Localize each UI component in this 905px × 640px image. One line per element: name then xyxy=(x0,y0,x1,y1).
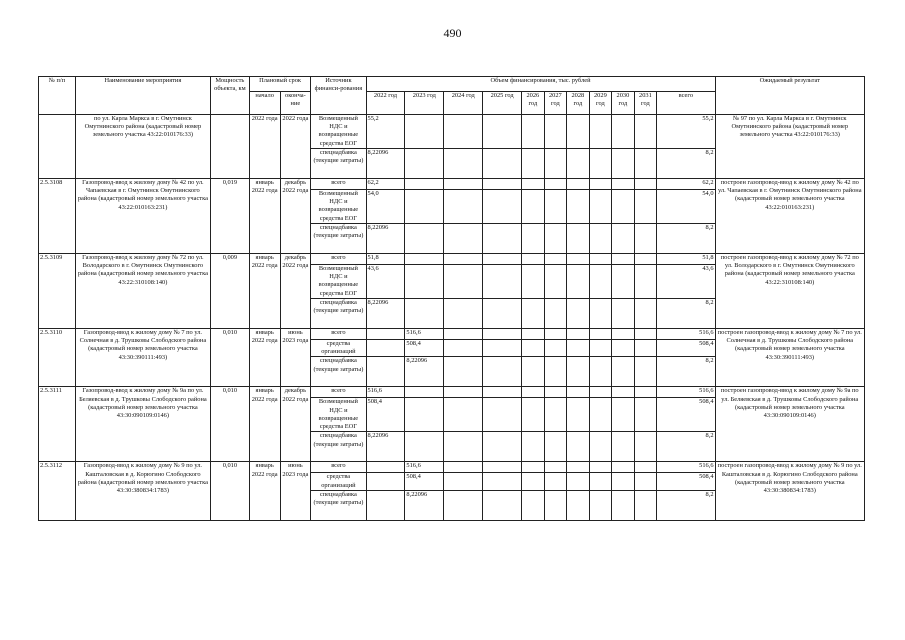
funding-value xyxy=(589,398,612,432)
funding-value: 43,6 xyxy=(657,265,715,299)
funding-value xyxy=(612,115,635,149)
funding-value xyxy=(444,387,483,398)
measure-start: январь 2022 года xyxy=(249,179,280,254)
header-num: № п/п xyxy=(39,77,76,115)
funding-value xyxy=(405,179,444,190)
funding-value xyxy=(483,357,522,387)
table-row xyxy=(39,115,865,149)
funding-value: 516,6 xyxy=(657,329,715,340)
funding-value xyxy=(612,179,635,190)
funding-value xyxy=(483,340,522,357)
funding-value xyxy=(612,340,635,357)
funding-value xyxy=(634,490,657,520)
measure-start: январь 2022 года xyxy=(249,387,280,462)
funding-value xyxy=(567,115,590,149)
funding-value: 516,6 xyxy=(405,329,444,340)
funding-value: 8,2 xyxy=(657,432,715,462)
funding-value xyxy=(405,265,444,299)
measure-end: декабрь 2022 года xyxy=(280,387,311,462)
funding-value xyxy=(444,340,483,357)
funding-value xyxy=(567,179,590,190)
measure-number: 2.5.3111 xyxy=(39,387,76,462)
funding-value xyxy=(567,490,590,520)
funding-value: 8,2 xyxy=(657,224,715,254)
funding-value xyxy=(544,329,567,340)
funding-value xyxy=(589,115,612,149)
measure-start: 2022 года xyxy=(249,115,280,179)
funding-value xyxy=(522,340,545,357)
measure-start: январь 2022 года xyxy=(249,254,280,329)
header-year: 2024 год xyxy=(444,92,483,115)
funding-source: спецнадбавка (текущие затраты) xyxy=(311,357,366,387)
header-capacity: Мощность объекта, км xyxy=(210,77,249,115)
funding-value: 8,22096 xyxy=(405,357,444,387)
funding-value: 43,6 xyxy=(366,265,405,299)
funding-value xyxy=(567,398,590,432)
funding-value xyxy=(589,490,612,520)
funding-value xyxy=(544,398,567,432)
funding-value xyxy=(483,462,522,473)
header-name: Наименование мероприятия xyxy=(75,77,210,115)
funding-value xyxy=(483,265,522,299)
measure-start: январь 2022 года xyxy=(249,329,280,387)
funding-value xyxy=(405,387,444,398)
funding-value xyxy=(405,149,444,179)
funding-value: 51,8 xyxy=(657,254,715,265)
funding-value xyxy=(589,190,612,224)
funding-value: 8,2 xyxy=(657,490,715,520)
funding-value xyxy=(567,329,590,340)
funding-value xyxy=(589,254,612,265)
header-year: 2022 год xyxy=(366,92,405,115)
measure-name: Газопровод-ввод к жилому дому № 9а по ул. Беляевская в д. Трушковы Слободского района (кадастровый номер земельного участка 43:30:090109:0146) xyxy=(75,387,210,462)
funding-value xyxy=(589,299,612,329)
funding-value xyxy=(405,432,444,462)
funding-value xyxy=(522,473,545,490)
funding-value xyxy=(589,329,612,340)
funding-value xyxy=(483,254,522,265)
funding-value xyxy=(444,190,483,224)
funding-value: 8,22096 xyxy=(366,299,405,329)
funding-value xyxy=(483,190,522,224)
funding-value: 62,2 xyxy=(657,179,715,190)
table-row xyxy=(39,254,865,265)
funding-source: Возмещенный НДС и возвращенные средства ЕОГ xyxy=(311,398,366,432)
funding-value xyxy=(522,149,545,179)
funding-value xyxy=(612,224,635,254)
measure-capacity: 0,019 xyxy=(210,179,249,254)
funding-value: 8,22096 xyxy=(366,224,405,254)
funding-source: всего xyxy=(311,179,366,190)
funding-value xyxy=(544,224,567,254)
funding-value xyxy=(634,432,657,462)
funding-value xyxy=(522,265,545,299)
funding-value xyxy=(444,462,483,473)
measure-capacity: 0,010 xyxy=(210,329,249,387)
funding-value xyxy=(567,254,590,265)
funding-source: всего xyxy=(311,329,366,340)
funding-value: 54,0 xyxy=(366,190,405,224)
funding-value xyxy=(634,254,657,265)
funding-value xyxy=(634,329,657,340)
funding-value xyxy=(366,329,405,340)
funding-value xyxy=(366,357,405,387)
funding-value xyxy=(567,387,590,398)
measure-number xyxy=(39,115,76,179)
funding-value xyxy=(444,432,483,462)
funding-value xyxy=(444,357,483,387)
funding-value xyxy=(634,398,657,432)
funding-value xyxy=(612,149,635,179)
funding-value xyxy=(483,179,522,190)
funding-value: 508,4 xyxy=(657,473,715,490)
funding-value xyxy=(405,299,444,329)
funding-value xyxy=(522,299,545,329)
funding-value xyxy=(522,462,545,473)
funding-value xyxy=(444,179,483,190)
funding-value xyxy=(567,149,590,179)
measure-name: Газопровод-ввод к жилому дому № 42 по ул. Чапаевская в г. Омутнинск Омутнинского района (кадастровый номер земельного участка 43:22:010163:231) xyxy=(75,179,210,254)
funding-value xyxy=(634,299,657,329)
funding-value: 516,6 xyxy=(657,462,715,473)
funding-value: 516,6 xyxy=(366,387,405,398)
funding-source: всего xyxy=(311,462,366,473)
header-plan-period: Плановый срок xyxy=(249,77,310,92)
measure-capacity: 0,010 xyxy=(210,462,249,520)
funding-value xyxy=(634,387,657,398)
funding-value xyxy=(567,340,590,357)
funding-value: 508,4 xyxy=(405,473,444,490)
funding-value xyxy=(444,224,483,254)
funding-value xyxy=(589,224,612,254)
header-year: всего xyxy=(657,92,715,115)
funding-value xyxy=(544,387,567,398)
funding-value xyxy=(522,398,545,432)
funding-value xyxy=(444,299,483,329)
funding-value xyxy=(522,224,545,254)
funding-value xyxy=(405,398,444,432)
funding-value: 55,2 xyxy=(366,115,405,149)
measure-capacity: 0,010 xyxy=(210,387,249,462)
funding-value: 8,22096 xyxy=(366,149,405,179)
measure-number: 2.5.3110 xyxy=(39,329,76,387)
funding-value xyxy=(589,462,612,473)
funding-value xyxy=(544,149,567,179)
funding-value xyxy=(634,265,657,299)
page-number: 490 xyxy=(443,26,462,40)
funding-value xyxy=(544,340,567,357)
funding-value xyxy=(405,224,444,254)
funding-source: всего xyxy=(311,254,366,265)
measure-end: июнь 2023 года xyxy=(280,462,311,520)
funding-value: 54,0 xyxy=(657,190,715,224)
funding-value xyxy=(612,329,635,340)
funding-value: 8,22096 xyxy=(405,490,444,520)
funding-value xyxy=(567,299,590,329)
funding-source: спецнадбавка (текущие затраты) xyxy=(311,432,366,462)
funding-value xyxy=(544,299,567,329)
funding-value: 8,2 xyxy=(657,299,715,329)
expected-result: построен газопровод-ввод к жилому дому № 42 по ул. Чапаевская в г. Омутнинск Омутнинского района (кадастровый номер земельного участка 43:22:010163:231) xyxy=(715,179,864,254)
funding-source: средства организаций xyxy=(311,340,366,357)
funding-value xyxy=(444,149,483,179)
measure-name: Газопровод-ввод к жилому дому № 7 по ул. Солнечная в д. Трушковы Слободского района (кадастровый номер земельного участка 43:30:390111:493) xyxy=(75,329,210,387)
funding-value xyxy=(444,398,483,432)
funding-value xyxy=(634,462,657,473)
funding-value xyxy=(567,190,590,224)
funding-value: 516,6 xyxy=(405,462,444,473)
funding-value xyxy=(612,254,635,265)
expected-result: построен газопровод-ввод к жилому дому № 9 по ул. Кашталовская в д. Корюгино Слободского района (кадастровый номер земельного участка 43:30:380834:1783) xyxy=(715,462,864,520)
funding-value xyxy=(483,149,522,179)
funding-value xyxy=(483,115,522,149)
funding-value xyxy=(634,115,657,149)
funding-value xyxy=(444,329,483,340)
funding-source: Возмещенный НДС и возвращенные средства ЕОГ xyxy=(311,190,366,224)
header-year: 2023 год xyxy=(405,92,444,115)
header-year: 2028 год xyxy=(567,92,590,115)
funding-value xyxy=(483,224,522,254)
measure-capacity: 0,009 xyxy=(210,254,249,329)
funding-value xyxy=(634,224,657,254)
funding-source: спецнадбавка (текущие затраты) xyxy=(311,224,366,254)
funding-value xyxy=(483,329,522,340)
table-row xyxy=(39,387,865,398)
funding-value xyxy=(483,432,522,462)
funding-value xyxy=(612,357,635,387)
header-end: оконча-ние xyxy=(280,92,311,115)
funding-value xyxy=(522,387,545,398)
measure-end: декабрь 2022 года xyxy=(280,254,311,329)
funding-value: 508,4 xyxy=(366,398,405,432)
funding-table xyxy=(38,76,865,521)
funding-value: 51,8 xyxy=(366,254,405,265)
measure-capacity xyxy=(210,115,249,179)
measure-number: 2.5.3109 xyxy=(39,254,76,329)
funding-value xyxy=(522,179,545,190)
header-funding: Объем финансирования, тыс. рублей xyxy=(366,77,715,92)
funding-value xyxy=(634,190,657,224)
funding-value: 508,4 xyxy=(405,340,444,357)
funding-value: 8,22096 xyxy=(366,432,405,462)
funding-value xyxy=(589,149,612,179)
funding-source: всего xyxy=(311,387,366,398)
funding-value xyxy=(444,490,483,520)
funding-value xyxy=(612,265,635,299)
header-year: 2030 год xyxy=(612,92,635,115)
funding-value xyxy=(612,462,635,473)
expected-result: построен газопровод-ввод к жилому дому № 7 по ул. Солнечная в д. Трушковы Слободского района (кадастровый номер земельного участка 43:30:390111:493) xyxy=(715,329,864,387)
funding-source: средства организаций xyxy=(311,473,366,490)
funding-value xyxy=(544,265,567,299)
header-source: Источник финанси-рования xyxy=(311,77,366,115)
funding-value xyxy=(567,224,590,254)
funding-value xyxy=(522,357,545,387)
measure-end: июнь 2023 года xyxy=(280,329,311,387)
funding-value xyxy=(634,149,657,179)
table-row xyxy=(39,179,865,190)
funding-value xyxy=(544,179,567,190)
funding-value xyxy=(612,398,635,432)
measure-number: 2.5.3108 xyxy=(39,179,76,254)
funding-value xyxy=(589,387,612,398)
funding-value xyxy=(612,432,635,462)
funding-source: Возмещенный НДС и возвращенные средства ЕОГ xyxy=(311,265,366,299)
funding-value xyxy=(567,357,590,387)
header-year: 2029 год xyxy=(589,92,612,115)
funding-value xyxy=(567,432,590,462)
funding-source: спецнадбавка (текущие затраты) xyxy=(311,490,366,520)
funding-source: Возмещенный НДС и возвращенные средства ЕОГ xyxy=(311,115,366,149)
funding-value xyxy=(567,473,590,490)
funding-value xyxy=(634,179,657,190)
measure-name: Газопровод-ввод к жилому дому № 9 по ул. Кашталовская в д. Корюгино Слободского района (кадастровый номер земельного участка 43:30:380834:1783) xyxy=(75,462,210,520)
funding-value xyxy=(567,265,590,299)
funding-value xyxy=(589,340,612,357)
funding-value xyxy=(589,473,612,490)
funding-value xyxy=(589,179,612,190)
funding-value xyxy=(522,432,545,462)
funding-value xyxy=(444,254,483,265)
measure-number: 2.5.3112 xyxy=(39,462,76,520)
funding-value: 8,2 xyxy=(657,149,715,179)
funding-value xyxy=(544,432,567,462)
funding-value xyxy=(483,387,522,398)
header-year: 2031 год xyxy=(634,92,657,115)
funding-value xyxy=(522,329,545,340)
expected-result: построен газопровод-ввод к жилому дому № 9а по ул. Беляевская в д. Трушковы Слободского района (кадастровый номер земельного участка 43:30:090109:0146) xyxy=(715,387,864,462)
funding-value xyxy=(366,340,405,357)
header-year: 2027 год xyxy=(544,92,567,115)
funding-value xyxy=(522,254,545,265)
header-year: 2025 год xyxy=(483,92,522,115)
funding-value xyxy=(522,115,545,149)
funding-value xyxy=(612,190,635,224)
funding-value xyxy=(483,490,522,520)
funding-value xyxy=(444,265,483,299)
funding-value xyxy=(634,357,657,387)
funding-value xyxy=(366,490,405,520)
funding-value xyxy=(544,190,567,224)
funding-value xyxy=(612,387,635,398)
funding-value xyxy=(544,462,567,473)
expected-result: построен газопровод-ввод к жилому дому № 72 по ул. Володарского в г. Омутнинск Омутнинского района (кадастровый номер земельного участка 43:22:310108:140) xyxy=(715,254,864,329)
funding-value xyxy=(405,254,444,265)
funding-value xyxy=(612,299,635,329)
funding-value xyxy=(444,473,483,490)
header-start: начало xyxy=(249,92,280,115)
funding-value xyxy=(483,473,522,490)
funding-value: 508,4 xyxy=(657,398,715,432)
funding-value xyxy=(634,473,657,490)
funding-value: 8,2 xyxy=(657,357,715,387)
funding-value xyxy=(589,357,612,387)
expected-result: № 97 по ул. Карла Маркса в г. Омутнинск Омутнинского района (кадастровый номер земельного участка 43:22:010176:33) xyxy=(715,115,864,179)
funding-value xyxy=(612,490,635,520)
funding-value xyxy=(522,490,545,520)
funding-value xyxy=(366,473,405,490)
table-row xyxy=(39,462,865,473)
table-row xyxy=(39,329,865,340)
funding-source: спецнадбавка (текущие затраты) xyxy=(311,299,366,329)
measure-name: по ул. Карла Маркса в г. Омутнинск Омутнинского района (кадастровый номер земельного участка 43:22:010176:33) xyxy=(75,115,210,179)
funding-value xyxy=(444,115,483,149)
funding-value xyxy=(483,398,522,432)
funding-value: 62,2 xyxy=(366,179,405,190)
funding-value xyxy=(366,462,405,473)
funding-source: спецнадбавка (текущие затраты) xyxy=(311,149,366,179)
funding-value: 516,6 xyxy=(657,387,715,398)
measure-name: Газопровод-ввод к жилому дому № 72 по ул. Володарского в г. Омутнинск Омутнинского района (кадастровый номер земельного участка 43:22:310108:140) xyxy=(75,254,210,329)
funding-value xyxy=(544,254,567,265)
funding-value xyxy=(567,462,590,473)
funding-value xyxy=(589,265,612,299)
funding-value xyxy=(589,432,612,462)
funding-value xyxy=(544,473,567,490)
funding-value xyxy=(544,357,567,387)
measure-start: январь 2022 года xyxy=(249,462,280,520)
header-year: 2026 год xyxy=(522,92,545,115)
funding-value xyxy=(483,299,522,329)
header-result: Ожидаемый результат xyxy=(715,77,864,115)
funding-value xyxy=(522,190,545,224)
measure-end: 2022 года xyxy=(280,115,311,179)
funding-value xyxy=(405,190,444,224)
measure-end: декабрь 2022 года xyxy=(280,179,311,254)
funding-value xyxy=(634,340,657,357)
funding-value: 508,4 xyxy=(657,340,715,357)
funding-value xyxy=(544,490,567,520)
funding-value xyxy=(544,115,567,149)
funding-value: 55,2 xyxy=(657,115,715,149)
funding-value xyxy=(405,115,444,149)
funding-value xyxy=(612,473,635,490)
